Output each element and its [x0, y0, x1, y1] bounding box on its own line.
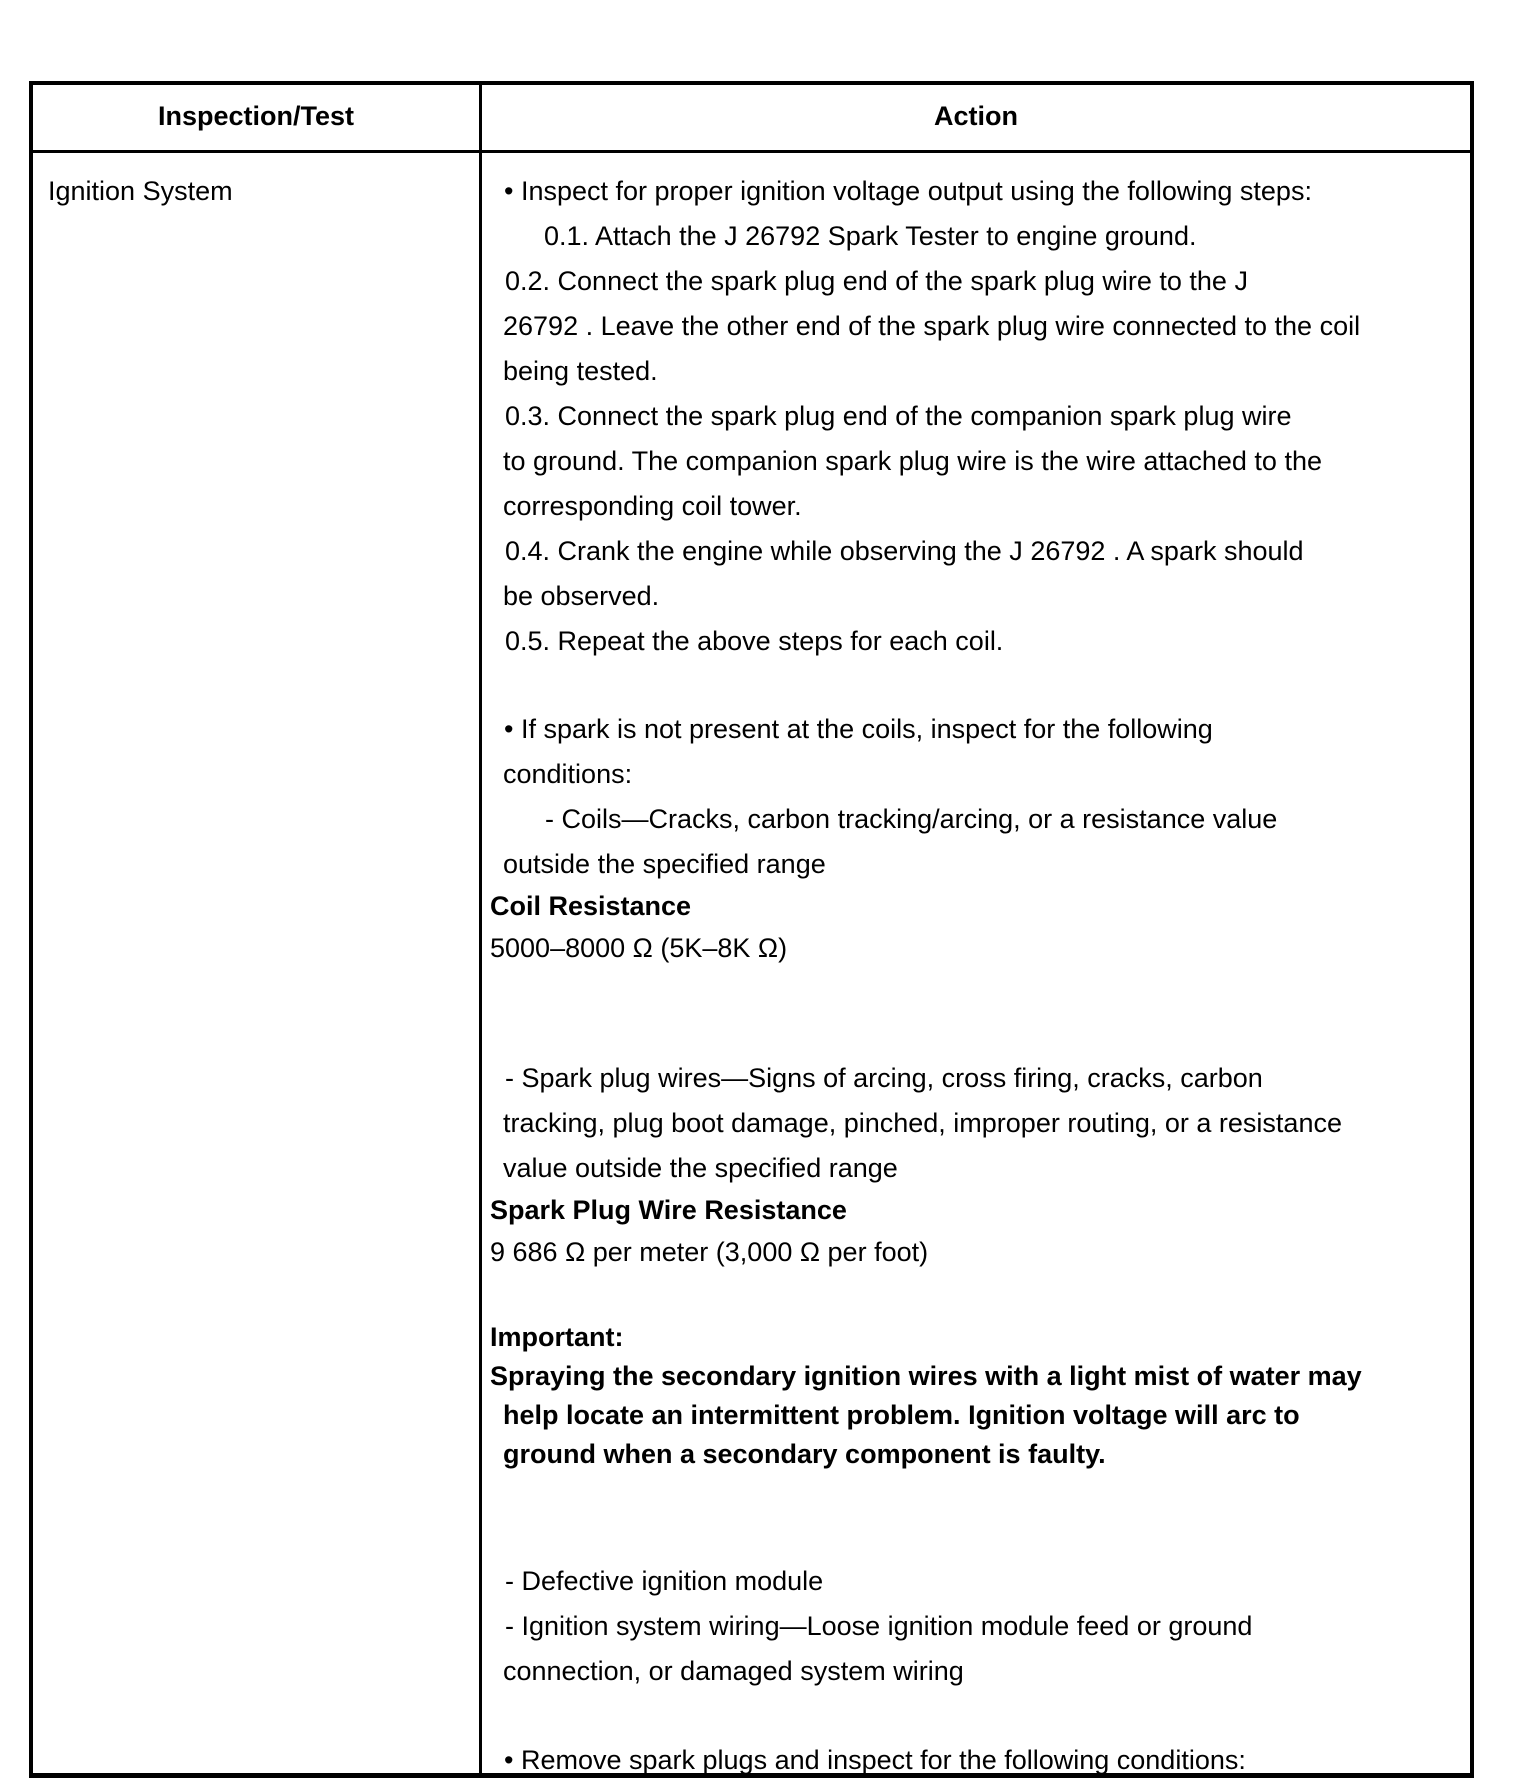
- action-line: • If spark is not present at the coils, inspect for the following: [504, 714, 1213, 744]
- action-line: tracking, plug boot damage, pinched, improper routing, or a resistance: [503, 1108, 1342, 1138]
- wire-resistance-heading: Spark Plug Wire Resistance: [490, 1195, 847, 1225]
- action-line: 0.2. Connect the spark plug end of the spark plug wire to the J: [505, 266, 1248, 296]
- action-line: - Defective ignition module: [505, 1566, 824, 1596]
- action-line: conditions:: [503, 759, 633, 789]
- header-divider: [29, 150, 1474, 153]
- action-line: connection, or damaged system wiring: [503, 1656, 964, 1686]
- important-text: Spraying the secondary ignition wires with a light mist of water may: [490, 1361, 1362, 1391]
- action-line: - Coils—Cracks, carbon tracking/arcing, or a resistance value: [545, 804, 1278, 834]
- action-line: - Ignition system wiring—Loose ignition module feed or ground: [505, 1611, 1253, 1641]
- action-line: outside the specified range: [503, 849, 826, 879]
- action-line: • Inspect for proper ignition voltage output using the following steps:: [504, 176, 1312, 206]
- important-label: Important:: [490, 1322, 624, 1352]
- action-line: 0.4. Crank the engine while observing the J 26792 . A spark should: [505, 536, 1304, 566]
- header-action: Action: [934, 101, 1018, 131]
- action-line: 0.5. Repeat the above steps for each coil.: [505, 626, 1004, 656]
- important-text: ground when a secondary component is faulty.: [503, 1439, 1106, 1469]
- action-line: be observed.: [503, 581, 660, 611]
- action-line: to ground. The companion spark plug wire is the wire attached to the: [503, 446, 1322, 476]
- header-inspection-test: Inspection/Test: [157, 101, 355, 131]
- action-line: - Spark plug wires—Signs of arcing, cross firing, cracks, carbon: [505, 1063, 1263, 1093]
- important-text: help locate an intermittent problem. Ignition voltage will arc to: [503, 1400, 1300, 1430]
- column-divider: [479, 81, 482, 1778]
- wire-resistance-value: 9 686 Ω per meter (3,000 Ω per foot): [490, 1237, 929, 1267]
- coil-resistance-value: 5000–8000 Ω (5K–8K Ω): [490, 933, 788, 963]
- action-line: 0.1. Attach the J 26792 Spark Tester to engine ground.: [544, 221, 1197, 251]
- action-line: corresponding coil tower.: [503, 491, 802, 521]
- action-line: • Remove spark plugs and inspect for the following conditions:: [504, 1745, 1246, 1775]
- action-line: 0.3. Connect the spark plug end of the companion spark plug wire: [505, 401, 1292, 431]
- action-line: 26792 . Leave the other end of the spark plug wire connected to the coil: [503, 311, 1361, 341]
- action-line: value outside the specified range: [503, 1153, 898, 1183]
- inspection-cell: Ignition System: [48, 176, 233, 206]
- coil-resistance-heading: Coil Resistance: [490, 891, 692, 921]
- action-line: being tested.: [503, 356, 658, 386]
